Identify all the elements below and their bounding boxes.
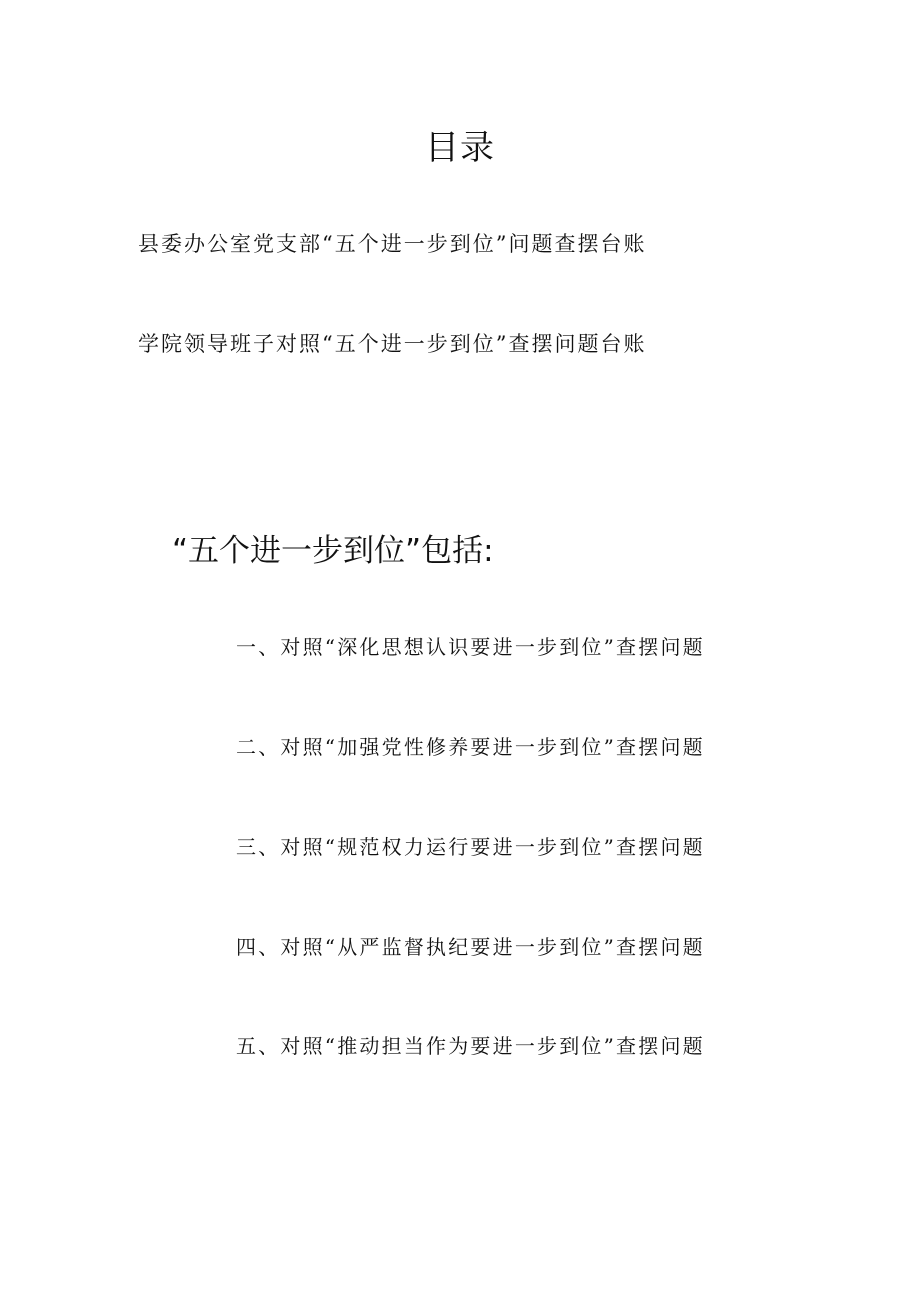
list-item: 一、对照“深化思想认识要进一步到位”查摆问题 bbox=[236, 635, 705, 659]
list-item: 四、对照“从严监督执纪要进一步到位”查摆问题 bbox=[236, 935, 705, 959]
section-heading: “五个进一步到位”包括: bbox=[172, 533, 494, 569]
toc-title: 目录 bbox=[425, 128, 495, 168]
list-item: 二、对照“加强党性修养要进一步到位”查摆问题 bbox=[236, 735, 705, 759]
list-item: 三、对照“规范权力运行要进一步到位”查摆问题 bbox=[236, 835, 705, 859]
toc-entry: 县委办公室党支部“五个进一步到位”问题查摆台账 bbox=[138, 232, 647, 256]
toc-entry: 学院领导班子对照“五个进一步到位”查摆问题台账 bbox=[138, 332, 647, 356]
list-item: 五、对照“推动担当作为要进一步到位”查摆问题 bbox=[236, 1034, 705, 1058]
